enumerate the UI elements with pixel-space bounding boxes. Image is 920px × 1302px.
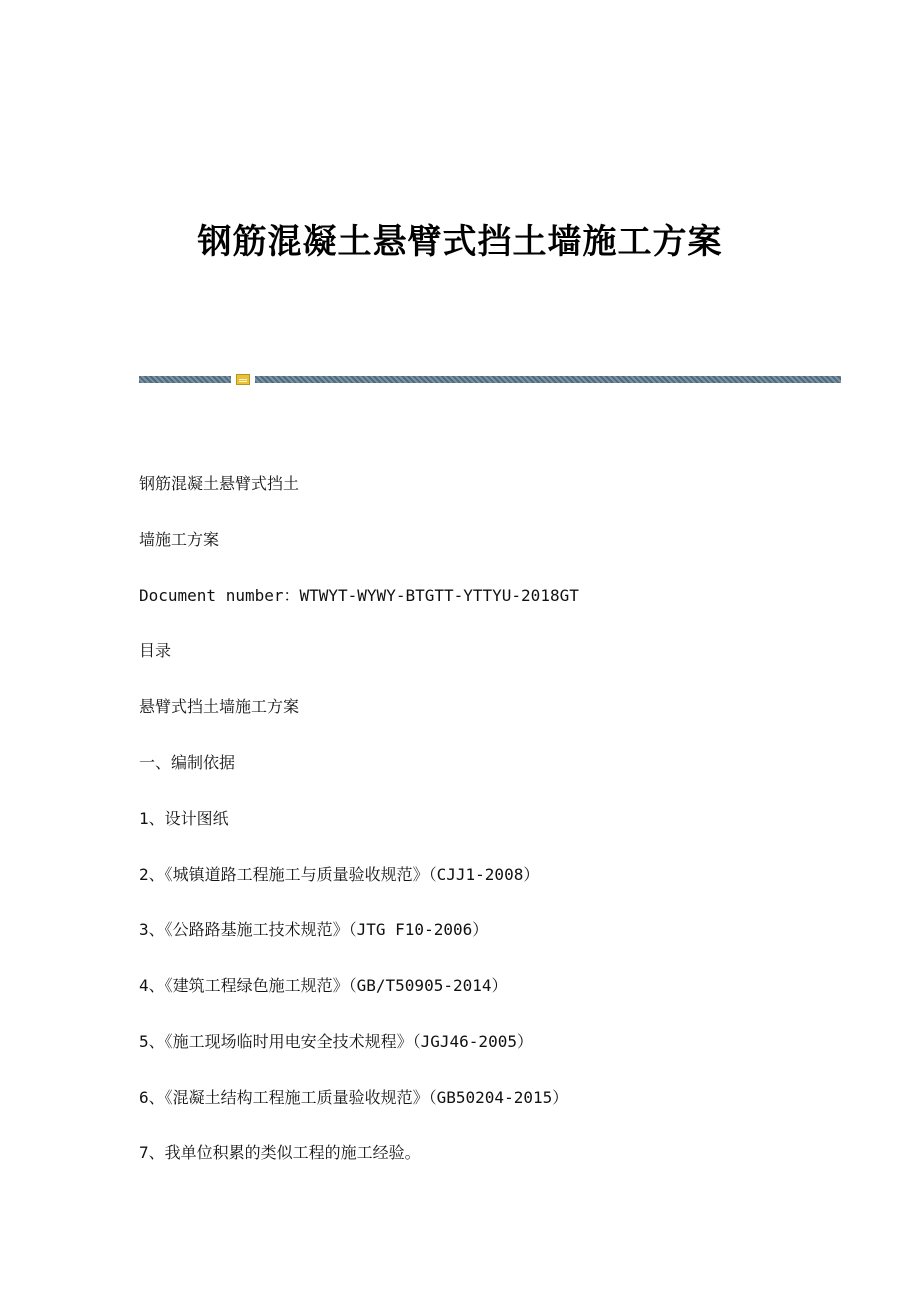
list-item: 6、《混凝土结构工程施工质量验收规范》（GB50204-2015） bbox=[139, 1088, 569, 1107]
divider-bar-right bbox=[255, 376, 841, 383]
divider-bar-left bbox=[139, 376, 231, 383]
list-item: 7、我单位积累的类似工程的施工经验。 bbox=[139, 1143, 421, 1162]
list-item: 4、《建筑工程绿色施工规范》（GB/T50905-2014） bbox=[139, 976, 508, 995]
list-item: 1、设计图纸 bbox=[139, 809, 229, 828]
ornament-icon bbox=[236, 374, 250, 385]
list-item: 5、《施工现场临时用电安全技术规程》（JGJ46-2005） bbox=[139, 1032, 533, 1051]
title-divider bbox=[139, 374, 841, 384]
section-heading-basis: 一、编制依据 bbox=[139, 753, 236, 772]
section-title: 悬臂式挡土墙施工方案 bbox=[139, 697, 300, 716]
list-item: 3、《公路路基施工技术规范》（JTG F10-2006） bbox=[139, 920, 489, 939]
list-item: 2、《城镇道路工程施工与质量验收规范》（CJJ1-2008） bbox=[139, 865, 540, 884]
heading-line-1: 钢筋混凝土悬臂式挡土 bbox=[139, 474, 300, 493]
heading-line-2: 墙施工方案 bbox=[139, 530, 220, 549]
toc-label: 目录 bbox=[139, 641, 172, 660]
document-number: Document number：WTWYT-WYWY-BTGTT-YTTYU-2018GT bbox=[139, 586, 579, 605]
document-title: 钢筋混凝土悬臂式挡土墙施工方案 bbox=[197, 222, 723, 262]
